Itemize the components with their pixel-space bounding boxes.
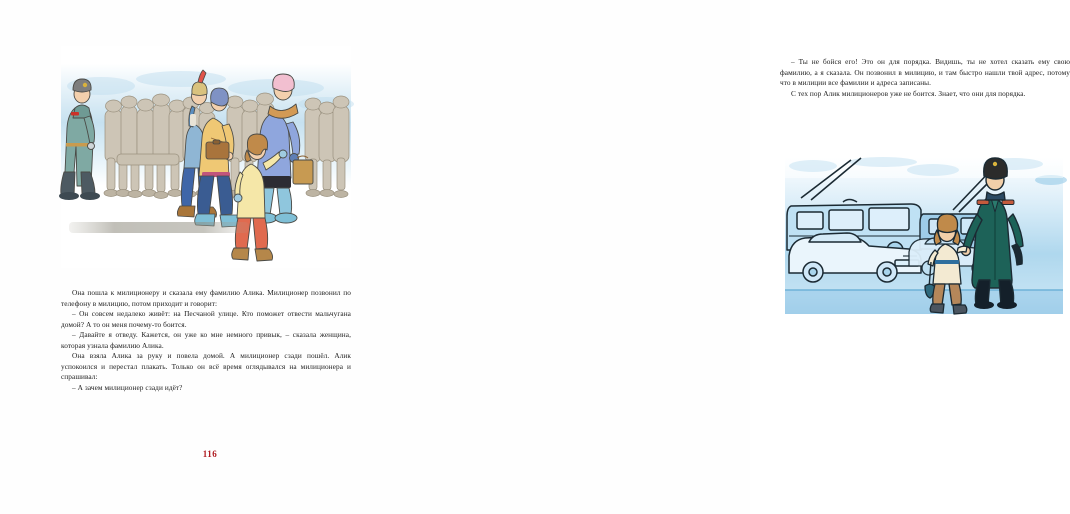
crowd-street-scene-illustration bbox=[61, 46, 351, 268]
policeman-with-child-illustration bbox=[783, 152, 1065, 317]
right-page bbox=[375, 0, 1070, 514]
paragraph: – А зачем милиционер сзади идёт? bbox=[72, 382, 183, 392]
paragraph: – Ты не бойся его! Это он для порядка. Видишь, ты не хотел сказать ему свою фамилию, а я сказала. Он позвонил в милицию, и там быстро нашли твой адрес, потому что в милиции все фамилии и адреса записаны. bbox=[780, 57, 1070, 88]
paragraph: С тех пор Алик милиционеров уже не боится. Знает, что они для порядка. bbox=[791, 88, 1026, 98]
left-page bbox=[0, 0, 375, 514]
policeman-with-child-svg bbox=[783, 152, 1065, 317]
right-page-text bbox=[780, 57, 1070, 99]
page-number: 116 bbox=[202, 449, 218, 459]
paragraph: Она пошла к милиционеру и сказала ему фамилию Алика. Милиционер позвонил по телефону в милицию, потом приходит и говорит: bbox=[61, 288, 351, 308]
paragraph: – Он совсем недалеко живёт: на Песчаной улице. Кто поможет отвести мальчугана домой? А то он меня почему-то боится. bbox=[61, 309, 351, 329]
paragraph: – Давайте я отведу. Кажется, он уже ко мне немного привык, – сказала женщина, которая узнала фамилию Алика. bbox=[61, 330, 351, 350]
left-page-text bbox=[61, 288, 351, 393]
crowd-street-scene-svg bbox=[61, 46, 351, 268]
paragraph: Она взяла Алика за руку и повела домой. А милиционер сзади пошёл. Алик успокоился и перестал плакать. Только он всё время оглядывался на милиционера и спрашивал: bbox=[61, 351, 351, 382]
